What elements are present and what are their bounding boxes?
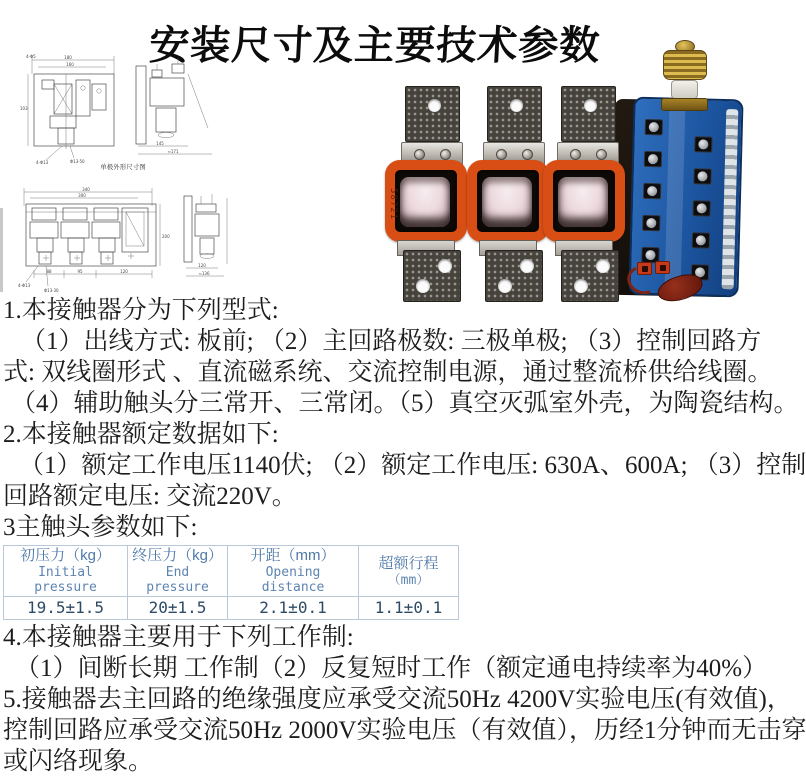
busbar-hole: [510, 99, 523, 112]
terminal-screw: [693, 200, 711, 216]
table-header-cell: [4, 546, 128, 597]
screw: [596, 149, 607, 160]
dim-label: ≈136: [198, 271, 210, 276]
screw: [570, 149, 581, 160]
dim-label: ≈171: [167, 149, 179, 154]
brass-screw-base: [661, 98, 708, 111]
terminal-screw: [692, 232, 710, 248]
col-end-pressure-en: End pressure: [146, 565, 209, 595]
top-busbar-3: [561, 86, 616, 142]
spec-line: 1.本接触器分为下列型式:: [3, 297, 279, 324]
spec-line: （1）出线方式: 板前; （2）主回路极数: 三极单极; （3）控制回路方: [21, 328, 762, 355]
spec-line: 4.本接触器主要用于下列工作制:: [3, 624, 354, 651]
col-initial-pressure-en: Initial pressure: [34, 565, 97, 595]
busbar-hole: [520, 259, 534, 273]
busbar-hole: [596, 259, 610, 273]
spec-line: 3主触头参数如下:: [3, 514, 198, 541]
terminal-screw: [643, 183, 661, 199]
scan-artifact: [0, 208, 3, 292]
page-title: 安装尺寸及主要技术参数: [148, 23, 602, 68]
busbar-hole: [438, 259, 452, 273]
dim-label: 95: [77, 269, 83, 274]
value-end-pressure: 20±1.5: [128, 597, 228, 620]
vacuum-interrupter-3: [543, 160, 625, 242]
spec-line: 5.接触器去主回路的绝缘强度应承受交流50Hz 4200V实验电压(有效值)，: [3, 686, 792, 713]
col-overtravel-zh: 超额行程: [378, 554, 439, 572]
three-pole-dimension-drawing: [8, 186, 233, 298]
ceramic-bottle: [558, 177, 608, 227]
nylon-spacer: [671, 80, 698, 99]
spec-line: 控制回路应承受交流50Hz 2000V实验电压（有效值），历经1分钟而无击穿: [3, 717, 806, 744]
table-header-cell: [128, 546, 228, 597]
terminal-block-edge: [722, 109, 739, 289]
top-busbar-1: [405, 86, 460, 142]
spec-line: 或闪络现象。: [3, 748, 154, 775]
busbar-hole: [584, 99, 597, 112]
spec-text-block: [3, 295, 806, 777]
value-overtravel: 1.1±0.1: [359, 597, 459, 620]
table-data-row: [4, 597, 459, 620]
col-opening-distance-en: Opening distance: [261, 565, 325, 595]
spec-line: 2.本接触器额定数据如下:: [3, 421, 279, 448]
busbar-hole: [416, 279, 430, 293]
busbar-hole: [498, 279, 512, 293]
single-pole-dimension-drawing: [18, 54, 228, 174]
serial-marking: 58721: [388, 188, 398, 221]
spec-line: （1）间断长期 工作制（2）反复短时工作（额定通电持续率为40%）: [15, 655, 768, 682]
drawing-caption: 单极外形尺寸图: [100, 164, 146, 171]
screw: [496, 149, 507, 160]
spec-line: （4）辅助触头分三常开、三常闭。（5）真空灭弧室外壳，为陶瓷结构。: [11, 390, 799, 417]
dim-label: 200: [162, 234, 170, 239]
ceramic-bottle: [400, 177, 450, 227]
dim-label: 340: [82, 187, 90, 192]
spec-line: 回路额定电压: 交流220V。: [3, 483, 297, 510]
spec-line: （1）额定工作电压1140伏; （2）额定工作电压: 630A、600A; （3）控制: [19, 452, 806, 479]
terminal-screw: [645, 119, 663, 135]
ceramic-bottle: [482, 177, 532, 227]
col-initial-pressure-zh: 初压力（kg）: [20, 547, 111, 564]
dim-label: 88: [46, 269, 52, 274]
spec-line: 式: 双线圈形式 、直流磁系统、交流控制电源，通过整流桥供给线圈。: [3, 359, 773, 386]
table-header-row: [4, 546, 459, 597]
terminal-screw: [644, 151, 662, 167]
main-contact-parameters-table: [3, 545, 459, 620]
table-header-cell: [359, 546, 459, 597]
dim-label: 120: [198, 263, 206, 268]
vacuum-interrupter-2: [467, 160, 549, 242]
terminal-screw: [642, 215, 660, 231]
col-opening-distance-zh: 开距（mm）: [250, 547, 336, 564]
screw: [414, 149, 425, 160]
dim-label: 145: [156, 141, 164, 146]
dim-label: Φ13·30: [44, 288, 59, 293]
col-overtravel-en: （mm）: [387, 572, 430, 588]
contactor-photo: [375, 42, 747, 300]
terminal-screw: [694, 136, 712, 152]
dim-label: 160: [66, 62, 74, 67]
brass-screw-threads: [663, 50, 707, 80]
screw: [522, 149, 533, 160]
dim-label: 180: [64, 55, 72, 60]
terminal-screw: [693, 168, 711, 184]
dim-label: Φ13·50: [70, 159, 85, 164]
dim-label: 4-Φ5: [26, 54, 36, 59]
value-opening-distance: 2.1±0.1: [228, 597, 359, 620]
dim-label: 120: [120, 269, 128, 274]
col-end-pressure-zh: 终压力（kg）: [132, 547, 223, 564]
dim-label: 4-Φ13: [18, 283, 31, 288]
busbar-hole: [574, 279, 588, 293]
top-busbar-2: [487, 86, 542, 142]
dim-label: 103: [20, 106, 28, 111]
table-header-cell: [228, 546, 359, 597]
coil-connector-2: [655, 261, 670, 274]
busbar-hole: [428, 99, 441, 112]
dim-label: 300: [78, 193, 86, 198]
dim-label: 4-Φ13: [36, 160, 49, 165]
value-initial-pressure: 19.5±1.5: [4, 597, 128, 620]
screw: [440, 149, 451, 160]
